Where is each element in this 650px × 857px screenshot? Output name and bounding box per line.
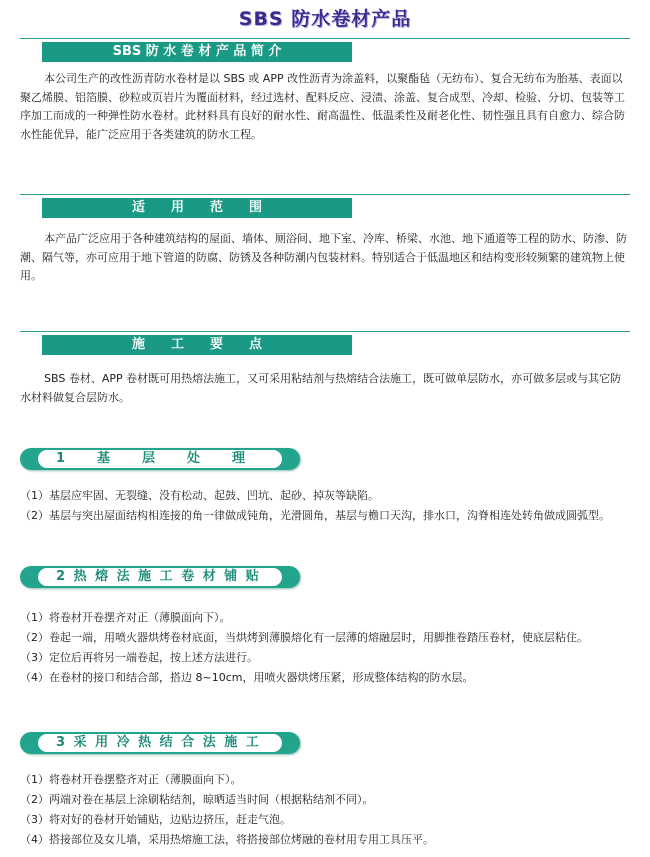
step-list-3 [20,770,650,850]
list-item: （3）将对好的卷材开始铺贴，边贴边挤压，赶走气泡。 [20,813,291,826]
list-item: （4）搭接部位及女儿墙，采用热熔施工法，将搭接部位烤融的卷材用专用工具压平。 [20,833,434,846]
list-item: （2）卷起一端，用喷火器烘烤卷材底面，当烘烤到薄膜熔化有一层薄的熔融层时，用脚推卷踏压卷材，使底层粘住。 [20,631,588,644]
step-list-2 [20,608,650,688]
section-title-construction: 施 工 要 点 [42,335,352,355]
list-item: （1）将卷材开卷摆整齐对正（薄膜面向下）。 [20,773,242,786]
list-item: （3）定位后再将另一端卷起，按上述方法进行。 [20,651,258,664]
section-header-scope [20,194,630,219]
step-header-1 [20,448,300,470]
section-title-scope: 适 用 范 围 [42,198,352,218]
list-item: （2）两端对卷在基层上涂刷粘结剂，晾晒适当时间（根据粘结剂不同）。 [20,793,374,806]
list-item: （1）基层应牢固、无裂缝、没有松动、起鼓、凹坑、起砂、掉灰等缺陷。 [20,489,379,502]
step-title-2: 2 热 熔 法 施 工 卷 材 铺 贴 [38,568,282,586]
list-item: （1）将卷材开卷摆齐对正（薄膜面向下）。 [20,611,231,624]
page-title: SBS 防水卷材产品 [238,8,412,30]
step-list-1 [20,486,650,526]
construction-paragraph: SBS 卷材、APP 卷材既可用热熔法施工，又可采用粘结剂与热熔结合法施工，既可做单层防水，亦可做多层或与其它防水材料做复合层防水。 [20,372,622,404]
intro-paragraph: 本公司生产的改性沥青防水卷材是以 SBS 或 APP 改性沥青为涂盖料，以聚酯毡（无纺布）、复合无纺布为胎基、表面以聚乙烯膜、铝箔膜、砂粒或页岩片为覆面材料，经过选材、配料反应、浸渍、涂盖、复合成型、冷却、检验、分切、包装等工序加工而成的一种弹性防水卷材。此材料具有良好的耐水性、耐高温性、低温柔性及耐老化性、韧性强且具有自愈力、综合防水性能优异，能广泛应用于各类建筑的防水工程。 [20,72,625,141]
step-header-3 [20,732,300,754]
list-item: （2）基层与突出屋面结构相连接的角一律做成钝角，光滑圆角，基层与檐口天沟，排水口，沟脊相连处转角做成圆弧型。 [20,509,610,522]
section-header-construction [20,331,630,356]
section-title-intro: SBS 防 水 卷 材 产 品 简 介 [42,42,352,62]
step-title-1: 1 基 层 处 理 [38,450,282,468]
step-header-2 [20,566,300,588]
section-header-intro [20,38,630,63]
step-title-3: 3 采 用 冷 热 结 合 法 施 工 [38,734,282,752]
scope-paragraph: 本产品广泛应用于各种建筑结构的屋面、墙体、厕浴间、地下室、冷库、桥梁、水池、地下通道等工程的防水、防渗、防潮、隔气等，亦可应用于地下管道的防腐、防锈及各种防潮内包装材料。特别适合于低温地区和结构变形较频繁的建筑物上使用。 [20,232,627,282]
list-item: （4）在卷材的接口和结合部，搭边 8~10cm，用喷火器烘烤压紧，形成整体结构的防水层。 [20,671,474,684]
